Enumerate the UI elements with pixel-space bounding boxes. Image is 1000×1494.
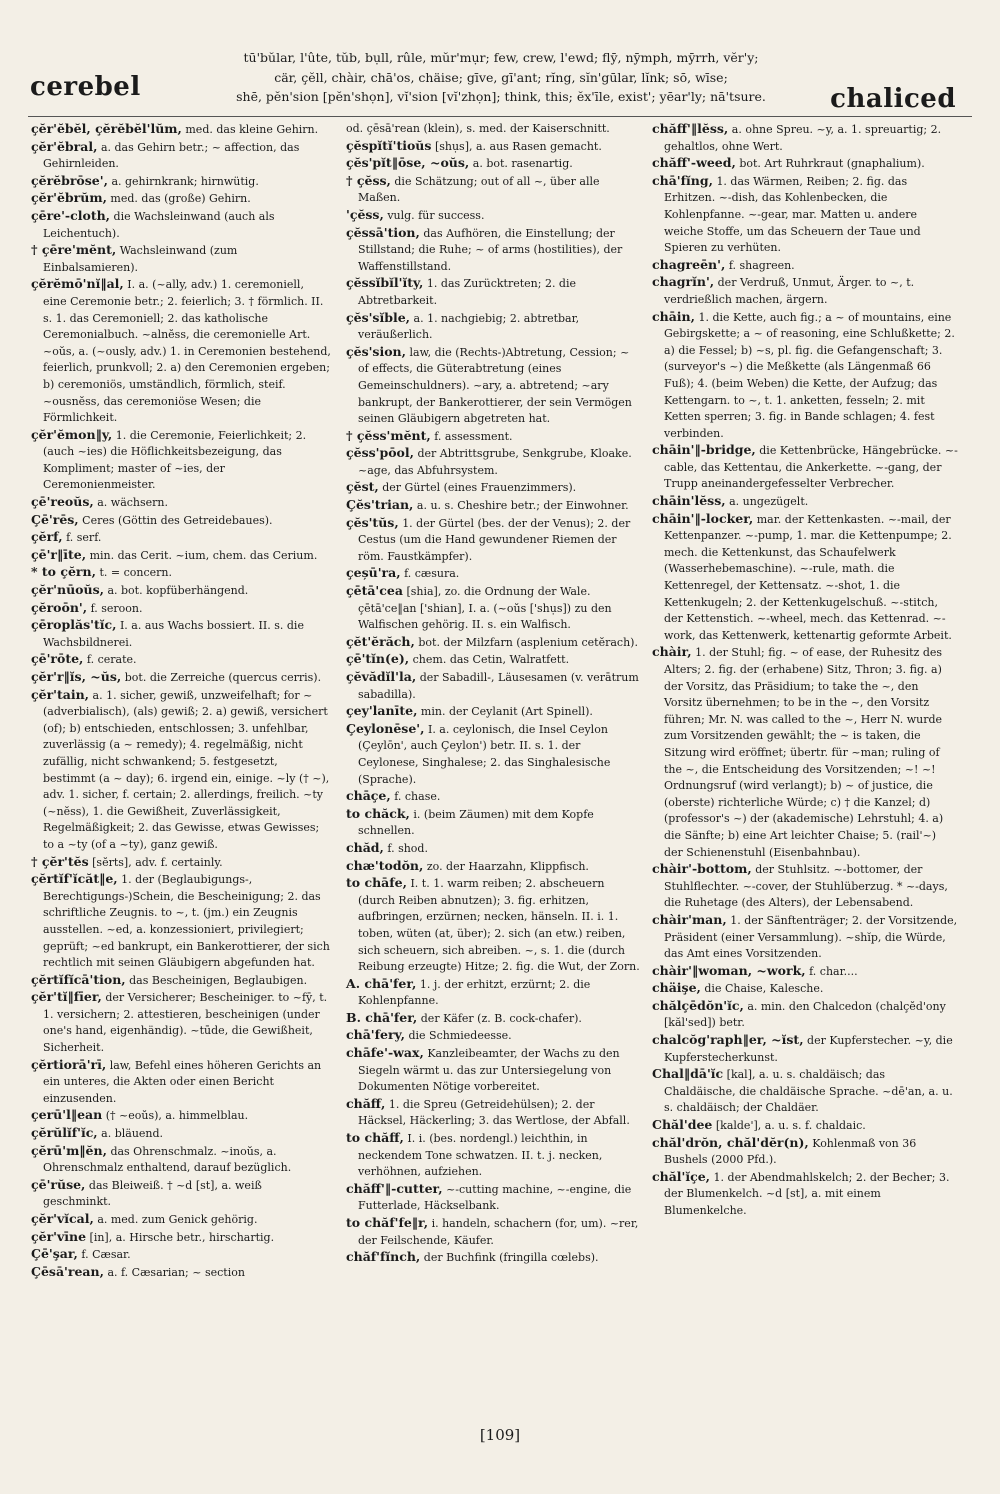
dictionary-entry bbox=[346, 806, 642, 840]
definition: das Ohrenschmalz. ~inoŭs, a. Ohrenschmalz enthaltend, darauf bezüglich. bbox=[43, 1144, 292, 1175]
definition: die Schätzung; out of all ~, über alle Maßen. bbox=[358, 174, 600, 205]
dictionary-entry bbox=[31, 121, 331, 139]
definition: od. çēsā'rean (klein), s. med. der Kaiserschnitt. bbox=[346, 122, 610, 135]
dictionary-entry bbox=[346, 155, 642, 173]
dictionary-entry bbox=[31, 494, 331, 512]
headword: çĕs'sion, bbox=[346, 343, 406, 359]
headword: çĕroōn', bbox=[31, 599, 88, 615]
dictionary-entry bbox=[652, 1135, 958, 1169]
dictionary-entry bbox=[346, 788, 642, 806]
headword: çētā'cea bbox=[346, 583, 403, 599]
headword: çē'rōte, bbox=[31, 651, 84, 667]
headword: çĕrtĭf'ĭcăt‖e, bbox=[31, 871, 118, 887]
definition: zo. der Haarzahn, Klippfisch. bbox=[426, 859, 589, 873]
definition: ~-cutting machine, ~-engine, die Futterlade, Häckselbank. bbox=[358, 1182, 632, 1213]
dictionary-entry bbox=[346, 138, 642, 156]
headword: Chăl'dee bbox=[652, 1117, 713, 1133]
headword: çĕrtĭfĭcā'tion, bbox=[31, 971, 126, 987]
guide-word-right: chaliced bbox=[830, 84, 956, 114]
definition: a. ungezügelt. bbox=[729, 495, 809, 509]
definition: die Schmiedeesse. bbox=[408, 1029, 512, 1043]
headword: Chal‖dā'ĭc bbox=[652, 1066, 724, 1082]
entry-column-1 bbox=[31, 121, 331, 1281]
definition: [shia], zo. die Ordnung der Wale. çētā'ce‖an ['shian], I. a. (~oŭs ['shụs]) zu den Walfischen gehörig. II. s. ein Walfisch. bbox=[358, 585, 612, 632]
headword: to chăff, bbox=[346, 1130, 404, 1146]
definition: a. ohne Spreu. ~y, a. 1. spreuartig; 2. gehaltlos, ohne Wert. bbox=[664, 123, 942, 153]
dictionary-entry bbox=[31, 190, 331, 208]
definition: f. cerate. bbox=[86, 653, 137, 667]
headword: çēroplăs'tĭc, bbox=[31, 617, 117, 633]
definition: a. bläuend. bbox=[101, 1127, 164, 1141]
dictionary-entry bbox=[31, 242, 331, 276]
definition: [kal], a. u. s. chaldäisch; das Chaldäische, die chaldäische Sprache. ~dē'an, a. u. s. chaldäisch; der Chaldäer. bbox=[664, 1068, 953, 1115]
headword: çĕssĭbĭl'ĭty, bbox=[346, 275, 424, 291]
dictionary-entry bbox=[346, 479, 642, 497]
dictionary-entry bbox=[652, 1066, 958, 1117]
headword: çĕr'ĕbĕl, çĕrĕbĕl'lŭm, bbox=[31, 121, 182, 136]
definition: der Gürtel (eines Frauenzimmers). bbox=[382, 481, 577, 495]
dictionary-entry bbox=[31, 854, 331, 872]
headword: 'çĕss, bbox=[346, 206, 384, 222]
headword: çēre'-cloth, bbox=[31, 207, 111, 223]
headword: chăff, bbox=[346, 1095, 386, 1111]
headword: çĕrtiorā'rī, bbox=[31, 1056, 107, 1072]
headword: çĕr'tĭ‖fīer, bbox=[31, 989, 102, 1005]
dictionary-entry bbox=[31, 669, 331, 687]
definition: chem. das Cetin, Walratfett. bbox=[412, 653, 570, 667]
definition: der Sabadill-, Läusesamen (v. verātrum sabadilla). bbox=[358, 671, 639, 701]
headword: † çĕss, bbox=[346, 172, 391, 188]
headword: chāin'‖-locker, bbox=[652, 510, 754, 526]
dictionary-entry bbox=[652, 963, 958, 981]
headword: çĕr'nūoŭs, bbox=[31, 582, 104, 598]
definition: bot. die Zerreiche (quercus cerris). bbox=[124, 671, 322, 684]
definition: der Abtrittsgrube, Senkgrube, Kloake. ~age, das Abfuhrsystem. bbox=[358, 447, 632, 477]
dictionary-entry bbox=[31, 600, 331, 618]
dictionary-entry bbox=[31, 651, 331, 669]
dictionary-entry bbox=[652, 998, 958, 1032]
definition: der Käfer (z. B. cock-chafer). bbox=[420, 1011, 582, 1025]
headword: çĕrŭlĭf'ĭc, bbox=[31, 1125, 98, 1141]
headword: to chāfe, bbox=[346, 875, 407, 891]
definition: a. bot. kopfüberhängend. bbox=[107, 584, 249, 598]
headword: çĕrĕbrōse', bbox=[31, 172, 108, 188]
headword: çĕss'pōol, bbox=[346, 445, 414, 461]
definition: med. das (große) Gehirn. bbox=[110, 192, 251, 206]
dictionary-entry bbox=[346, 1096, 642, 1130]
dictionary-entry bbox=[346, 344, 642, 428]
headword: çĕr'ĕmon‖y, bbox=[31, 426, 113, 442]
definition: a. bot. rasenartig. bbox=[472, 157, 573, 171]
definition: I. a. (~ally, adv.) 1. ceremoniell, eine Ceremonie betr.; 2. feierlich; 3. † förmlich. II. s. 1. das Ceremoniell; 2. das katholische Ceremonialbuch. ~alnĕss, die ceremonielle Art. ~oŭs, a. (~ously, adv.) 1. in Ceremonien bestehend, feierlich, prunkvoll; 2. a) den Ceremonien ergeben; b) ceremoniös, umständlich, förmlich, steif. ~ousnĕss, das ceremoniöse Wesen; die Förmlichkeit. bbox=[43, 278, 331, 425]
headword: chăf'fĭnch, bbox=[346, 1249, 421, 1265]
definition: Kohlenmaß von 36 Bushels (2000 Pfd.). bbox=[664, 1136, 917, 1167]
definition: [in], a. Hirsche betr., hirschartig. bbox=[89, 1230, 275, 1244]
headword: çĕrf, bbox=[31, 529, 63, 545]
dictionary-entry bbox=[652, 274, 958, 308]
headword: † çēre'mĕnt, bbox=[31, 242, 117, 258]
headword: çĕs'sĭble, bbox=[346, 309, 411, 325]
definition: a. 1. sicher, gewiß, unzweifelhaft; for ~ (adverbialisch), (als) gewiß; 2. a) gewiß, versichert (of); b) entschieden, entschlossen; 3. unfehlbar, zuverlässig (a ~ remedy); 4. regelmäßig, nicht zufällig, nicht schwankend; 5. festgesetzt, bestimmt (a ~ day); 6. irgend ein, einige. ~ly († ~), adv. 1. sicher, f. certain; 2. allerdings, freilich. ~ty (~nĕss), 1. die Gewißheit, Zuverlässigkeit, Regelmäßigkeit; 2. das Gewisse, etwas Gewisses; to a ~ty (of a ~ty), ganz gewiß. bbox=[43, 688, 330, 851]
definition: Kanzleibeamter, der Wachs zu den Siegeln wärmt u. das zur Untersiegelung von Dokumenten Nötige vorbereitet. bbox=[358, 1047, 620, 1094]
headword: çĕr'tain, bbox=[31, 686, 90, 702]
definition: das Aufhören, die Einstellung; der Stillstand; die Ruhe; ~ of arms (hostilities), der Waffenstillstand. bbox=[358, 226, 623, 273]
headword: † çĕss'mĕnt, bbox=[346, 427, 431, 443]
pronunciation-key-line: shē, pĕn'sion [pĕn'shọn], vĭ'sion [vĭ'zhọn]; think, this; ĕx'īle, exist'; yēar'ly; nā'tsure. bbox=[236, 89, 766, 104]
definition: 1. das Wärmen, Reiben; 2. fig. das Erhitzen. ~-dish, das Kohlenbecken, die Kohlenpfanne. ~-gear, mar. Matten u. andere weiche Stoffe, um das Scheuern der Taue und Spieren zu verhüten. bbox=[664, 174, 921, 255]
dictionary-entry bbox=[346, 225, 642, 276]
definition: das Bescheinigen, Beglaubigen. bbox=[129, 973, 308, 987]
headword: çĕst, bbox=[346, 479, 379, 495]
dictionary-entry bbox=[652, 257, 958, 275]
definition: f. shod. bbox=[387, 841, 428, 855]
dictionary-entry bbox=[652, 912, 958, 963]
headword: chalcŏg'raph‖er, ~ĭst, bbox=[652, 1032, 804, 1048]
definition: 1. die Ceremonie, Feierlichkeit; 2. (auch ~ies) die Höflichkeitsbezeigung, das Kompliment; master of ~ies, der Ceremonienmeister. bbox=[43, 428, 307, 492]
dictionary-entry bbox=[346, 976, 642, 1010]
dictionary-entry bbox=[652, 309, 958, 443]
definition: Wachsleinwand (zum Einbalsamieren). bbox=[43, 244, 238, 274]
definition: 1. der Gürtel (bes. der der Venus); 2. der Cestus (um die Hand gewundener Riemen der röm. Faustkämpfer). bbox=[358, 516, 631, 563]
definition: min. das Cerit. ~ium, chem. das Cerium. bbox=[89, 548, 318, 562]
definition: a. gehirnkrank; hirnwütig. bbox=[111, 174, 259, 188]
headword: chāin'‖-bridge, bbox=[652, 442, 756, 458]
headword: çĕs'tŭs, bbox=[346, 514, 399, 530]
dictionary-entry bbox=[346, 1130, 642, 1181]
dictionary-entry bbox=[346, 121, 642, 138]
dictionary-entry bbox=[31, 972, 331, 990]
headword: † çĕr'tĕs bbox=[31, 853, 89, 869]
dictionary-entry bbox=[652, 1117, 958, 1135]
dictionary-entry bbox=[652, 173, 958, 257]
dictionary-entry bbox=[346, 875, 642, 976]
dictionary-entry bbox=[31, 871, 331, 972]
dictionary-entry bbox=[31, 1057, 331, 1108]
headword: chæ'todŏn, bbox=[346, 857, 424, 873]
headword: chăff'-weed, bbox=[652, 155, 736, 171]
definition: t. = concern. bbox=[99, 566, 172, 580]
headword: çē'tĭn(e), bbox=[346, 651, 410, 667]
dictionary-entry bbox=[346, 1215, 642, 1249]
definition: I. t. 1. warm reiben; 2. abscheuern (durch Reiben abnutzen); 3. fig. erhitzen, aufbringen, erzürnen; necken, hänseln. II. i. 1. toben, wüten (at, über); 2. sich (an etw.) reiben, sich scheuern, sich abreiben. ~, s. 1. die (durch Reibung erzeugte) Hitze; 2. fig. die Wut, der Zorn. bbox=[358, 877, 640, 974]
headword: çeșū'ra, bbox=[346, 565, 401, 581]
headword: chăd, bbox=[346, 839, 384, 855]
dictionary-entry bbox=[346, 428, 642, 446]
definition: bot. der Milzfarn (asplenium cetĕrach). bbox=[418, 635, 638, 649]
dictionary-entry bbox=[31, 582, 331, 600]
definition: law, Befehl eines höheren Gerichts an ein unteres, die Akten oder einen Bericht einzusenden. bbox=[43, 1058, 322, 1105]
dictionary-entry bbox=[652, 155, 958, 173]
definition: a. 1. nachgiebig; 2. abtretbar, veräußerlich. bbox=[358, 311, 580, 342]
headword: çey'lanīte, bbox=[346, 703, 418, 719]
definition: († ~eoŭs), a. himmelblau. bbox=[105, 1109, 249, 1123]
headword: çĕrĕmō'nĭ‖al, bbox=[31, 276, 124, 292]
headword: * to çĕrn, bbox=[31, 564, 96, 580]
definition: f. cæsura. bbox=[404, 567, 460, 581]
definition: die Kettenbrücke, Hängebrücke. ~-cable, das Kettentau, die Ankerkette. ~-gang, der Trupp aneinandergefesselter Verbrecher. bbox=[664, 444, 958, 491]
definition: 1. das Zurücktreten; 2. die Abtretbarkeit. bbox=[358, 277, 577, 307]
page-number: [109] bbox=[479, 1426, 521, 1444]
pronunciation-key-line: cär, çĕll, chàir, chā'os, chäise; gīve, gī'ant; rĭng, sĭn'gūlar, lĭnk; sō, wīse; bbox=[274, 69, 728, 85]
pronunciation-key bbox=[206, 48, 796, 107]
entry-column-3 bbox=[652, 121, 958, 1220]
dictionary-entry bbox=[346, 1181, 642, 1215]
definition: f. serf. bbox=[66, 531, 102, 545]
dictionary-entry bbox=[652, 980, 958, 998]
headword: chàir'‖woman, ~work, bbox=[652, 962, 806, 978]
headword: chăff'‖-cutter, bbox=[346, 1180, 443, 1196]
headword: çĕssā'tion, bbox=[346, 224, 420, 240]
header-rule bbox=[28, 116, 972, 117]
definition: I. a. ceylonisch, die Insel Ceylon (Çeylōn', auch Çeylon') betr. II. s. 1. der Ceylonese, Singhalese; 2. das Singhalesische (Sprache). bbox=[358, 722, 611, 786]
dictionary-entry bbox=[346, 858, 642, 876]
definition: der Verdruß, Unmut, Ärger. to ~, t. verdrießlich machen, ärgern. bbox=[664, 276, 915, 306]
definition: [kalde'], a. u. s. f. chaldaic. bbox=[715, 1119, 866, 1133]
headword: Çĕs'trian, bbox=[346, 497, 414, 513]
headword: çĕr'ĕbral, bbox=[31, 138, 98, 154]
definition: 1. j. der erhitzt, erzürnt; 2. die Kohlenpfanne. bbox=[358, 977, 591, 1008]
headword: Çēsā'rean, bbox=[31, 1263, 104, 1279]
dictionary-entry bbox=[346, 1010, 642, 1028]
definition: [shụs], a. aus Rasen gemacht. bbox=[434, 139, 602, 153]
definition: der Stuhlsitz. ~-bottomer, der Stuhlflechter. ~-cover, der Stuhlüberzug. * ~-days, die Ruhetage (des Alters), der Lebensabend. bbox=[664, 863, 948, 910]
dictionary-entry bbox=[31, 427, 331, 494]
headword: A. chā'fer, bbox=[346, 975, 417, 991]
dictionary-entry bbox=[31, 1229, 331, 1247]
headword: Çē'şar, bbox=[31, 1246, 78, 1262]
definition: a. med. zum Genick gehörig. bbox=[97, 1213, 258, 1226]
definition: I. i. (bes. nordengl.) leichthin, in neckendem Tone schwatzen. II. t. j. necken, verhöhnen, aufziehen. bbox=[358, 1132, 603, 1179]
headword: çĕrū'm‖ĕn, bbox=[31, 1142, 107, 1158]
definition: a. wächsern. bbox=[97, 496, 169, 510]
headword: çĕvădĭl'la, bbox=[346, 669, 417, 684]
dictionary-entry bbox=[346, 275, 642, 309]
dictionary-entry bbox=[31, 208, 331, 242]
headword: chăff'‖lĕss, bbox=[652, 121, 729, 136]
headword: chāçe, bbox=[346, 788, 391, 804]
headword: çĕt'ĕrăch, bbox=[346, 633, 415, 649]
definition: f. chase. bbox=[394, 790, 441, 804]
definition: med. das kleine Gehirn. bbox=[185, 123, 319, 136]
definition: f. shagreen. bbox=[728, 258, 795, 272]
definition: f. assessment. bbox=[434, 429, 513, 443]
dictionary-entry bbox=[31, 1125, 331, 1143]
dictionary-entry bbox=[346, 634, 642, 652]
definition: 1. der Sänftenträger; 2. der Vorsitzende, Präsident (einer Versammlung). ~shĭp, die Würde, das Amt eines Vorsitzenden. bbox=[664, 913, 958, 961]
pronunciation-key-line: tū'bŭlar, l'ûte, tŭb, bụll, rûle, mŭr'mụr; few, crew, l'ewd; flȳ, nȳmph, mȳrrh, vĕr'y; bbox=[243, 50, 759, 65]
dictionary-entry bbox=[346, 840, 642, 858]
dictionary-entry bbox=[31, 1177, 331, 1211]
dictionary-entry bbox=[346, 1249, 642, 1267]
headword: chā'fĭng, bbox=[652, 172, 713, 188]
dictionary-entry bbox=[31, 617, 331, 651]
definition: der Versicherer; Bescheiniger. to ~fȳ, t. 1. versichern; 2. attestieren, bescheinigen (under one's hand, eigenhändig). ~tūde, die Gewißheit, Sicherheit. bbox=[43, 991, 328, 1055]
definition: vulg. für success. bbox=[387, 208, 485, 222]
headword: to chăf'fe‖r, bbox=[346, 1215, 429, 1230]
dictionary-entry bbox=[346, 1027, 642, 1045]
dictionary-entry bbox=[652, 1032, 958, 1066]
dictionary-entry bbox=[31, 1143, 331, 1177]
dictionary-entry bbox=[652, 121, 958, 155]
dictionary-entry bbox=[346, 583, 642, 634]
headword: çĕr'r‖ĭs, ~ŭs, bbox=[31, 669, 122, 684]
dictionary-entry bbox=[31, 173, 331, 191]
headword: çerū'l‖ean bbox=[31, 1107, 103, 1123]
headword: B. chā'fer, bbox=[346, 1009, 418, 1025]
definition: 1. der (Beglaubigungs-, Berechtigungs-)Schein, die Bescheinigung; 2. das schriftliche Zeugnis. to ~, t. (jm.) ein Zeugnis ausstellen. ~ed, a. konzessioniert, privilegiert; geprüft; ~ed bankrupt, ein Bankerottierer, der sich rechtlich mit seinen Gläubigern abgefunden hat. bbox=[43, 873, 330, 970]
headword: çĕs'pĭt‖ōse, ~oŭs, bbox=[346, 155, 470, 171]
headword: çē'r‖īte, bbox=[31, 546, 87, 562]
dictionary-entry bbox=[652, 861, 958, 912]
definition: a. min. den Chalcedon (chalçĕd'ony [kăl'sed]) betr. bbox=[664, 999, 946, 1030]
definition: f. char.... bbox=[809, 964, 858, 978]
dictionary-entry bbox=[346, 651, 642, 669]
dictionary-entry bbox=[31, 687, 331, 854]
dictionary-entry bbox=[346, 515, 642, 566]
dictionary-entry bbox=[652, 644, 958, 861]
headword: çē'rŭse, bbox=[31, 1176, 86, 1192]
definition: 1. die Spreu (Getreidehülsen); 2. der Häcksel, Häckerling; 3. das Wertlose, der Abfall. bbox=[358, 1097, 630, 1128]
definition: der Kupferstecher. ~y, die Kupferstecherkunst. bbox=[664, 1034, 953, 1064]
definition: mar. der Kettenkasten. ~-mail, der Kettenpanzer. ~-pump, 1. mar. die Kettenpumpe; 2. mech. die Kettenkunst, das Schaufelwerk (Wasserhebemaschine). ~-rule, math. die Kettenregel, der Kettensatz. ~-shot, 1. die Kettenkugeln; 2. der Kettenkugelschuß. ~-stitch, der Kettenstich. ~-wheel, mech. das Kettenrad. ~-work, das Kettenwerk, kettenartig geformte Arbeit. bbox=[664, 512, 952, 642]
definition: Ceres (Göttin des Getreidebaues). bbox=[82, 513, 273, 527]
dictionary-entry bbox=[346, 565, 642, 583]
definition: I. a. aus Wachs bossiert. II. s. die Wachsbildnerei. bbox=[43, 619, 304, 649]
definition: a. das Gehirn betr.; ~ affection, das Gehirnleiden. bbox=[43, 140, 300, 171]
dictionary-entry bbox=[346, 445, 642, 479]
definition: 1. der Stuhl; fig. ~ of ease, der Ruhesitz des Alters; 2. fig. der (erhabene) Sitz, Thron; 3. fig. a) der Vorsitz, das Präsidium; to take the ~, den Vorsitz übernehmen; to be in the ~, den Vorsitz führen; Mr. N. was called to the ~, Herr N. wurde zum Vorsitzenden gewählt; the ~ is taken, die Sitzung wird eröffnet; übertr. für ~man; ruling of the ~, die Entscheidung des Vorsitzenden; ~! ~! Ordnungsruf (wird verlangt); b) ~ of justice, die (oberste) richterliche Würde; c) † die Kanzel; d) (professor's ~) der (akademische) Lehrstuhl; 4. a) die Sänfte; b) eine Art leichter Chaise; 5. (rail'~) der Schienenstuhl (Eisenbahnbau). bbox=[664, 646, 944, 859]
definition: bot. Art Ruhrkraut (gnaphalium). bbox=[739, 157, 925, 171]
headword: Çē'rēs, bbox=[31, 511, 79, 527]
definition: [sĕrts], adv. f. certainly. bbox=[92, 855, 223, 869]
headword: chagrĭn', bbox=[652, 274, 715, 290]
dictionary-entry bbox=[346, 703, 642, 721]
headword: çĕspĭtĭ'tioŭs bbox=[346, 137, 432, 153]
dictionary-entry bbox=[31, 547, 331, 565]
definition: 1. der Abendmahlskelch; 2. der Becher; 3. der Blumenkelch. ~d [st], a. mit einem Blumenkelche. bbox=[664, 1170, 950, 1217]
headword: chăl'drŏn, chăl'dĕr(n), bbox=[652, 1134, 809, 1150]
entry-column-2 bbox=[346, 121, 642, 1267]
headword: çĕr'vīne bbox=[31, 1228, 87, 1244]
dictionary-entry bbox=[346, 173, 642, 207]
dictionary-entry bbox=[652, 493, 958, 511]
dictionary-entry bbox=[31, 276, 331, 426]
definition: i. (beim Zäumen) mit dem Kopfe schnellen. bbox=[358, 807, 594, 838]
dictionary-entry bbox=[346, 310, 642, 344]
definition: die Wachsleinwand (auch als Leichentuch). bbox=[43, 209, 275, 240]
definition: law, die (Rechts-)Abtretung, Cession; ~ of effects, die Güterabtretung (eines Gemeinschuldners). ~ary, a. abtretend; ~ary bankrupt, der Bankerottierer, der sein Vermögen seinen Gläubigern abgetreten hat. bbox=[358, 345, 632, 426]
headword: çĕr'vĭcal, bbox=[31, 1211, 94, 1226]
definition: f. seroon. bbox=[90, 601, 143, 615]
dictionary-entry bbox=[346, 1045, 642, 1096]
dictionary-entry bbox=[346, 207, 642, 225]
definition: f. Cæsar. bbox=[81, 1248, 131, 1262]
dictionary-entry bbox=[31, 1107, 331, 1125]
dictionary-entry bbox=[31, 529, 331, 547]
headword: chāin, bbox=[652, 308, 695, 324]
headword: chàir'man, bbox=[652, 911, 727, 927]
definition: a. f. Cæsarian; ~ section bbox=[107, 1265, 245, 1279]
dictionary-entry bbox=[346, 721, 642, 788]
definition: i. handeln, schachern (for, um). ~rer, der Feilschende, Käufer. bbox=[358, 1217, 639, 1247]
definition: die Chaise, Kalesche. bbox=[704, 982, 824, 996]
dictionary-entry bbox=[31, 1211, 331, 1229]
headword: chāin'lĕss, bbox=[652, 493, 726, 509]
dictionary-entry bbox=[31, 139, 331, 173]
headword: çĕr'ĕbrŭm, bbox=[31, 190, 107, 206]
dictionary-entry bbox=[31, 512, 331, 530]
dictionary-entry bbox=[346, 497, 642, 515]
headword: chăl'ĭçe, bbox=[652, 1168, 711, 1184]
headword: Çeylonēse', bbox=[346, 720, 425, 736]
dictionary-entry bbox=[652, 511, 958, 645]
headword: chāfe'-wax, bbox=[346, 1045, 424, 1061]
headword: çē'reoŭs, bbox=[31, 494, 94, 510]
headword: chäişe, bbox=[652, 980, 701, 996]
definition: a. u. s. Cheshire betr.; der Einwohner. bbox=[416, 499, 629, 513]
dictionary-entry bbox=[31, 564, 331, 582]
headword: chā'fery, bbox=[346, 1027, 405, 1043]
dictionary-entry bbox=[346, 669, 642, 703]
dictionary-entry bbox=[652, 442, 958, 493]
headword: chàir'-bottom, bbox=[652, 861, 752, 877]
dictionary-entry bbox=[31, 989, 331, 1056]
definition: das Bleiweiß. † ~d [st], a. weiß geschminkt. bbox=[43, 1178, 262, 1209]
definition: der Buchfink (fringilla cœlebs). bbox=[423, 1251, 599, 1265]
headword: chàir, bbox=[652, 644, 692, 660]
headword: chagreēn', bbox=[652, 256, 726, 272]
definition: 1. die Kette, auch fig.; a ~ of mountains, eine Gebirgskette; a ~ of reasoning, eine Schlußkette; 2. a) die Fessel; b) ~s, pl. fig. die Gefangenschaft; 3. (surveyor's ~) die Meßkette (als Längenmaß 66 Fuß); 4. (beim Weben) die Kette, der Aufzug; das Kettengarn. to ~, t. 1. anketten, fesseln; 2. mit Ketten sperren; 3. fig. in Bande schlagen; 4. fest verbinden. bbox=[664, 310, 955, 440]
headword: chălçēdŏn'ĭc, bbox=[652, 997, 744, 1013]
definition: min. der Ceylanit (Art Spinell). bbox=[420, 705, 593, 719]
guide-word-left: cerebel bbox=[30, 72, 141, 102]
dictionary-entry bbox=[652, 1169, 958, 1220]
headword: to chăck, bbox=[346, 805, 410, 821]
dictionary-entry bbox=[31, 1246, 331, 1264]
dictionary-entry bbox=[31, 1264, 331, 1282]
